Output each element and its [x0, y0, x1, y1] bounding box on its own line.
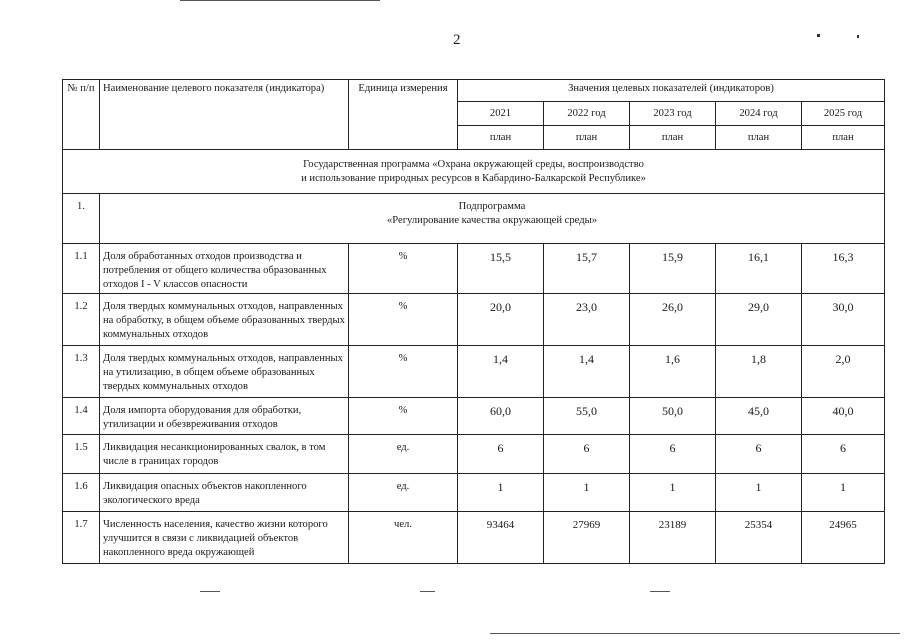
row-value: 15,9 — [630, 244, 716, 294]
header-row — [63, 80, 885, 102]
header-year: 2021 — [458, 102, 544, 126]
row-num: 1.5 — [63, 435, 100, 474]
row-value: 16,1 — [716, 244, 802, 294]
table-row — [63, 474, 885, 512]
row-value: 55,0 — [544, 398, 630, 435]
row-value: 26,0 — [630, 294, 716, 346]
row-value: 6 — [716, 435, 802, 474]
row-unit: ед. — [349, 474, 458, 512]
table-row — [63, 398, 885, 435]
row-value: 1 — [630, 474, 716, 512]
scan-line-bottom — [650, 591, 670, 592]
row-name: Численность населения, качество жизни которого улучшится в связи с ликвидацией объектов накопленного вреда окружающей — [100, 512, 349, 564]
row-value: 6 — [630, 435, 716, 474]
row-num: 1.4 — [63, 398, 100, 435]
indicators-table — [62, 79, 885, 564]
row-name: Доля обработанных отходов производства и потребления от общего количества образованных отходов I - V классов опасности — [100, 244, 349, 294]
scan-dot — [817, 34, 820, 37]
program-title-line: и использование природных ресурсов в Кабардино-Балкарской Республике» — [301, 172, 646, 184]
row-value: 23,0 — [544, 294, 630, 346]
row-value: 2,0 — [802, 346, 885, 398]
header-plan: план — [802, 126, 885, 150]
table-row — [63, 244, 885, 294]
row-value: 23189 — [630, 512, 716, 564]
row-value: 50,0 — [630, 398, 716, 435]
row-unit: чел. — [349, 512, 458, 564]
row-value: 1,4 — [544, 346, 630, 398]
table-row — [63, 435, 885, 474]
subprogram-num: 1. — [63, 194, 100, 244]
subprogram-row — [63, 194, 885, 244]
row-num: 1.1 — [63, 244, 100, 294]
row-value: 93464 — [458, 512, 544, 564]
row-value: 1 — [458, 474, 544, 512]
subprogram-name: «Регулирование качества окружающей среды» — [386, 214, 598, 226]
row-value: 40,0 — [802, 398, 885, 435]
subprogram-title — [100, 194, 885, 244]
header-plan: план — [544, 126, 630, 150]
header-plan: план — [716, 126, 802, 150]
header-unit: Единица измерения — [349, 80, 458, 150]
header-year: 2023 год — [630, 102, 716, 126]
program-row — [63, 150, 885, 194]
row-value: 6 — [802, 435, 885, 474]
row-value: 15,5 — [458, 244, 544, 294]
scan-line-top — [180, 0, 380, 1]
row-name: Доля твердых коммунальных отходов, направленных на утилизацию, в общем объеме образованных твердых коммунальных отходов — [100, 346, 349, 398]
header-plan: план — [630, 126, 716, 150]
subprogram-label: Подпрограмма — [458, 201, 526, 212]
table-row — [63, 294, 885, 346]
header-year: 2024 год — [716, 102, 802, 126]
row-num: 1.3 — [63, 346, 100, 398]
row-unit: % — [349, 244, 458, 294]
row-value: 24965 — [802, 512, 885, 564]
row-value: 1,4 — [458, 346, 544, 398]
row-value: 6 — [458, 435, 544, 474]
row-value: 6 — [544, 435, 630, 474]
row-value: 25354 — [716, 512, 802, 564]
row-num: 1.7 — [63, 512, 100, 564]
table-row — [63, 512, 885, 564]
row-value: 16,3 — [802, 244, 885, 294]
row-value: 20,0 — [458, 294, 544, 346]
row-value: 30,0 — [802, 294, 885, 346]
row-name: Доля твердых коммунальных отходов, направленных на обработку, в общем объеме образованных твердых коммунальных отходов — [100, 294, 349, 346]
header-values: Значения целевых показателей (индикаторов) — [458, 80, 885, 102]
row-value: 1 — [544, 474, 630, 512]
row-value: 45,0 — [716, 398, 802, 435]
row-value: 60,0 — [458, 398, 544, 435]
row-value: 15,7 — [544, 244, 630, 294]
row-value: 1,8 — [716, 346, 802, 398]
scan-line-bottom — [490, 633, 900, 634]
row-value: 29,0 — [716, 294, 802, 346]
header-num: № п/п — [63, 80, 100, 150]
row-unit: ед. — [349, 435, 458, 474]
row-unit: % — [349, 346, 458, 398]
scan-dot — [857, 35, 859, 38]
row-value: 1 — [802, 474, 885, 512]
row-unit: % — [349, 398, 458, 435]
row-name: Ликвидация опасных объектов накопленного экологического вреда — [100, 474, 349, 512]
header-plan: план — [458, 126, 544, 150]
scan-line-bottom — [420, 591, 435, 592]
program-title — [63, 150, 885, 194]
row-num: 1.6 — [63, 474, 100, 512]
page-number: 2 — [453, 32, 461, 48]
row-value: 1 — [716, 474, 802, 512]
table-row — [63, 346, 885, 398]
row-num: 1.2 — [63, 294, 100, 346]
row-value: 1,6 — [630, 346, 716, 398]
row-unit: % — [349, 294, 458, 346]
row-name: Доля импорта оборудования для обработки, утилизации и обезвреживания отходов — [100, 398, 349, 435]
scan-line-bottom — [200, 591, 220, 592]
program-title-line: Государственная программа «Охрана окружающей среды, воспроизводство — [303, 158, 644, 170]
header-name: Наименование целевого показателя (индикатора) — [100, 80, 349, 150]
row-name: Ликвидация несанкционированных свалок, в том числе в границах городов — [100, 435, 349, 474]
row-value: 27969 — [544, 512, 630, 564]
header-year: 2022 год — [544, 102, 630, 126]
header-year: 2025 год — [802, 102, 885, 126]
